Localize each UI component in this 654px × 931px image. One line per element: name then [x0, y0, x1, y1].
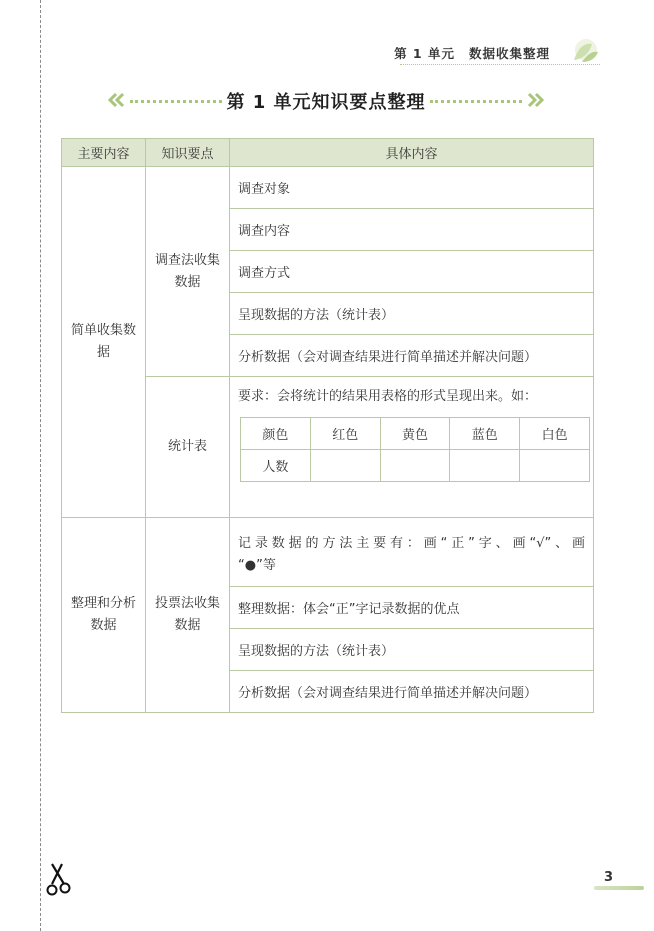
category-organize-analyze: 整理和分析数据 — [62, 518, 146, 713]
record-text-line1: 记录数据的方法主要有：画“正”字、画“√”、画 — [238, 535, 585, 551]
section-title-bar — [100, 88, 552, 114]
example-cell-empty — [520, 450, 590, 482]
header-main-content: 主要内容 — [62, 139, 146, 167]
section-title: 第 1 单元知识要点整理 — [226, 92, 426, 113]
running-head — [394, 44, 550, 62]
example-cell-empty — [380, 450, 450, 482]
item-organize-data: 整理数据：体会“正”字记录数据的优点 — [230, 587, 594, 629]
unit-label: 第 1 单元 — [394, 46, 455, 61]
knowledge-table — [61, 138, 594, 713]
table-header-row — [62, 139, 594, 167]
example-cell: 人数 — [241, 450, 311, 482]
table-row — [62, 167, 594, 209]
item-record-methods — [230, 518, 594, 587]
point-statistics-table: 统计表 — [146, 377, 230, 518]
item-present-data: 呈现数据的方法（统计表） — [230, 293, 594, 335]
title-dots-right — [430, 100, 522, 103]
example-row-counts — [241, 450, 590, 482]
dashed-cut-line — [40, 0, 41, 931]
example-cell: 蓝色 — [450, 418, 520, 450]
leaf-decoration-icon — [566, 36, 602, 66]
requirement-text: 要求：会将统计的结果用表格的形式呈现出来。如： — [238, 389, 538, 404]
header-specific-content: 具体内容 — [230, 139, 594, 167]
page-number-bar — [594, 886, 644, 890]
item-present-data-2: 呈现数据的方法（统计表） — [230, 629, 594, 671]
item-statistics-requirement — [230, 377, 594, 518]
scissors-icon — [46, 862, 74, 896]
example-cell-empty — [310, 450, 380, 482]
example-cell: 黄色 — [380, 418, 450, 450]
header-knowledge-points: 知识要点 — [146, 139, 230, 167]
table-row — [62, 518, 594, 587]
item-survey-object: 调查对象 — [230, 167, 594, 209]
point-voting-method: 投票法收集数据 — [146, 518, 230, 713]
example-cell-empty — [450, 450, 520, 482]
example-cell: 颜色 — [241, 418, 311, 450]
double-chevron-right-icon — [526, 92, 544, 108]
example-cell: 白色 — [520, 418, 590, 450]
unit-title: 数据收集整理 — [468, 46, 550, 61]
point-survey-method: 调查法收集数据 — [146, 167, 230, 377]
item-analyze-data: 分析数据（会对调查结果进行简单描述并解决问题） — [230, 335, 594, 377]
example-row-colors — [241, 418, 590, 450]
item-survey-method: 调查方式 — [230, 251, 594, 293]
record-text-line2: “●”等 — [238, 557, 276, 573]
page-number: 3 — [604, 870, 614, 885]
item-survey-content: 调查内容 — [230, 209, 594, 251]
example-statistics-table — [240, 417, 590, 482]
item-analyze-data-2: 分析数据（会对调查结果进行简单描述并解决问题） — [230, 671, 594, 713]
category-simple-collection: 简单收集数据 — [62, 167, 146, 518]
example-cell: 红色 — [310, 418, 380, 450]
